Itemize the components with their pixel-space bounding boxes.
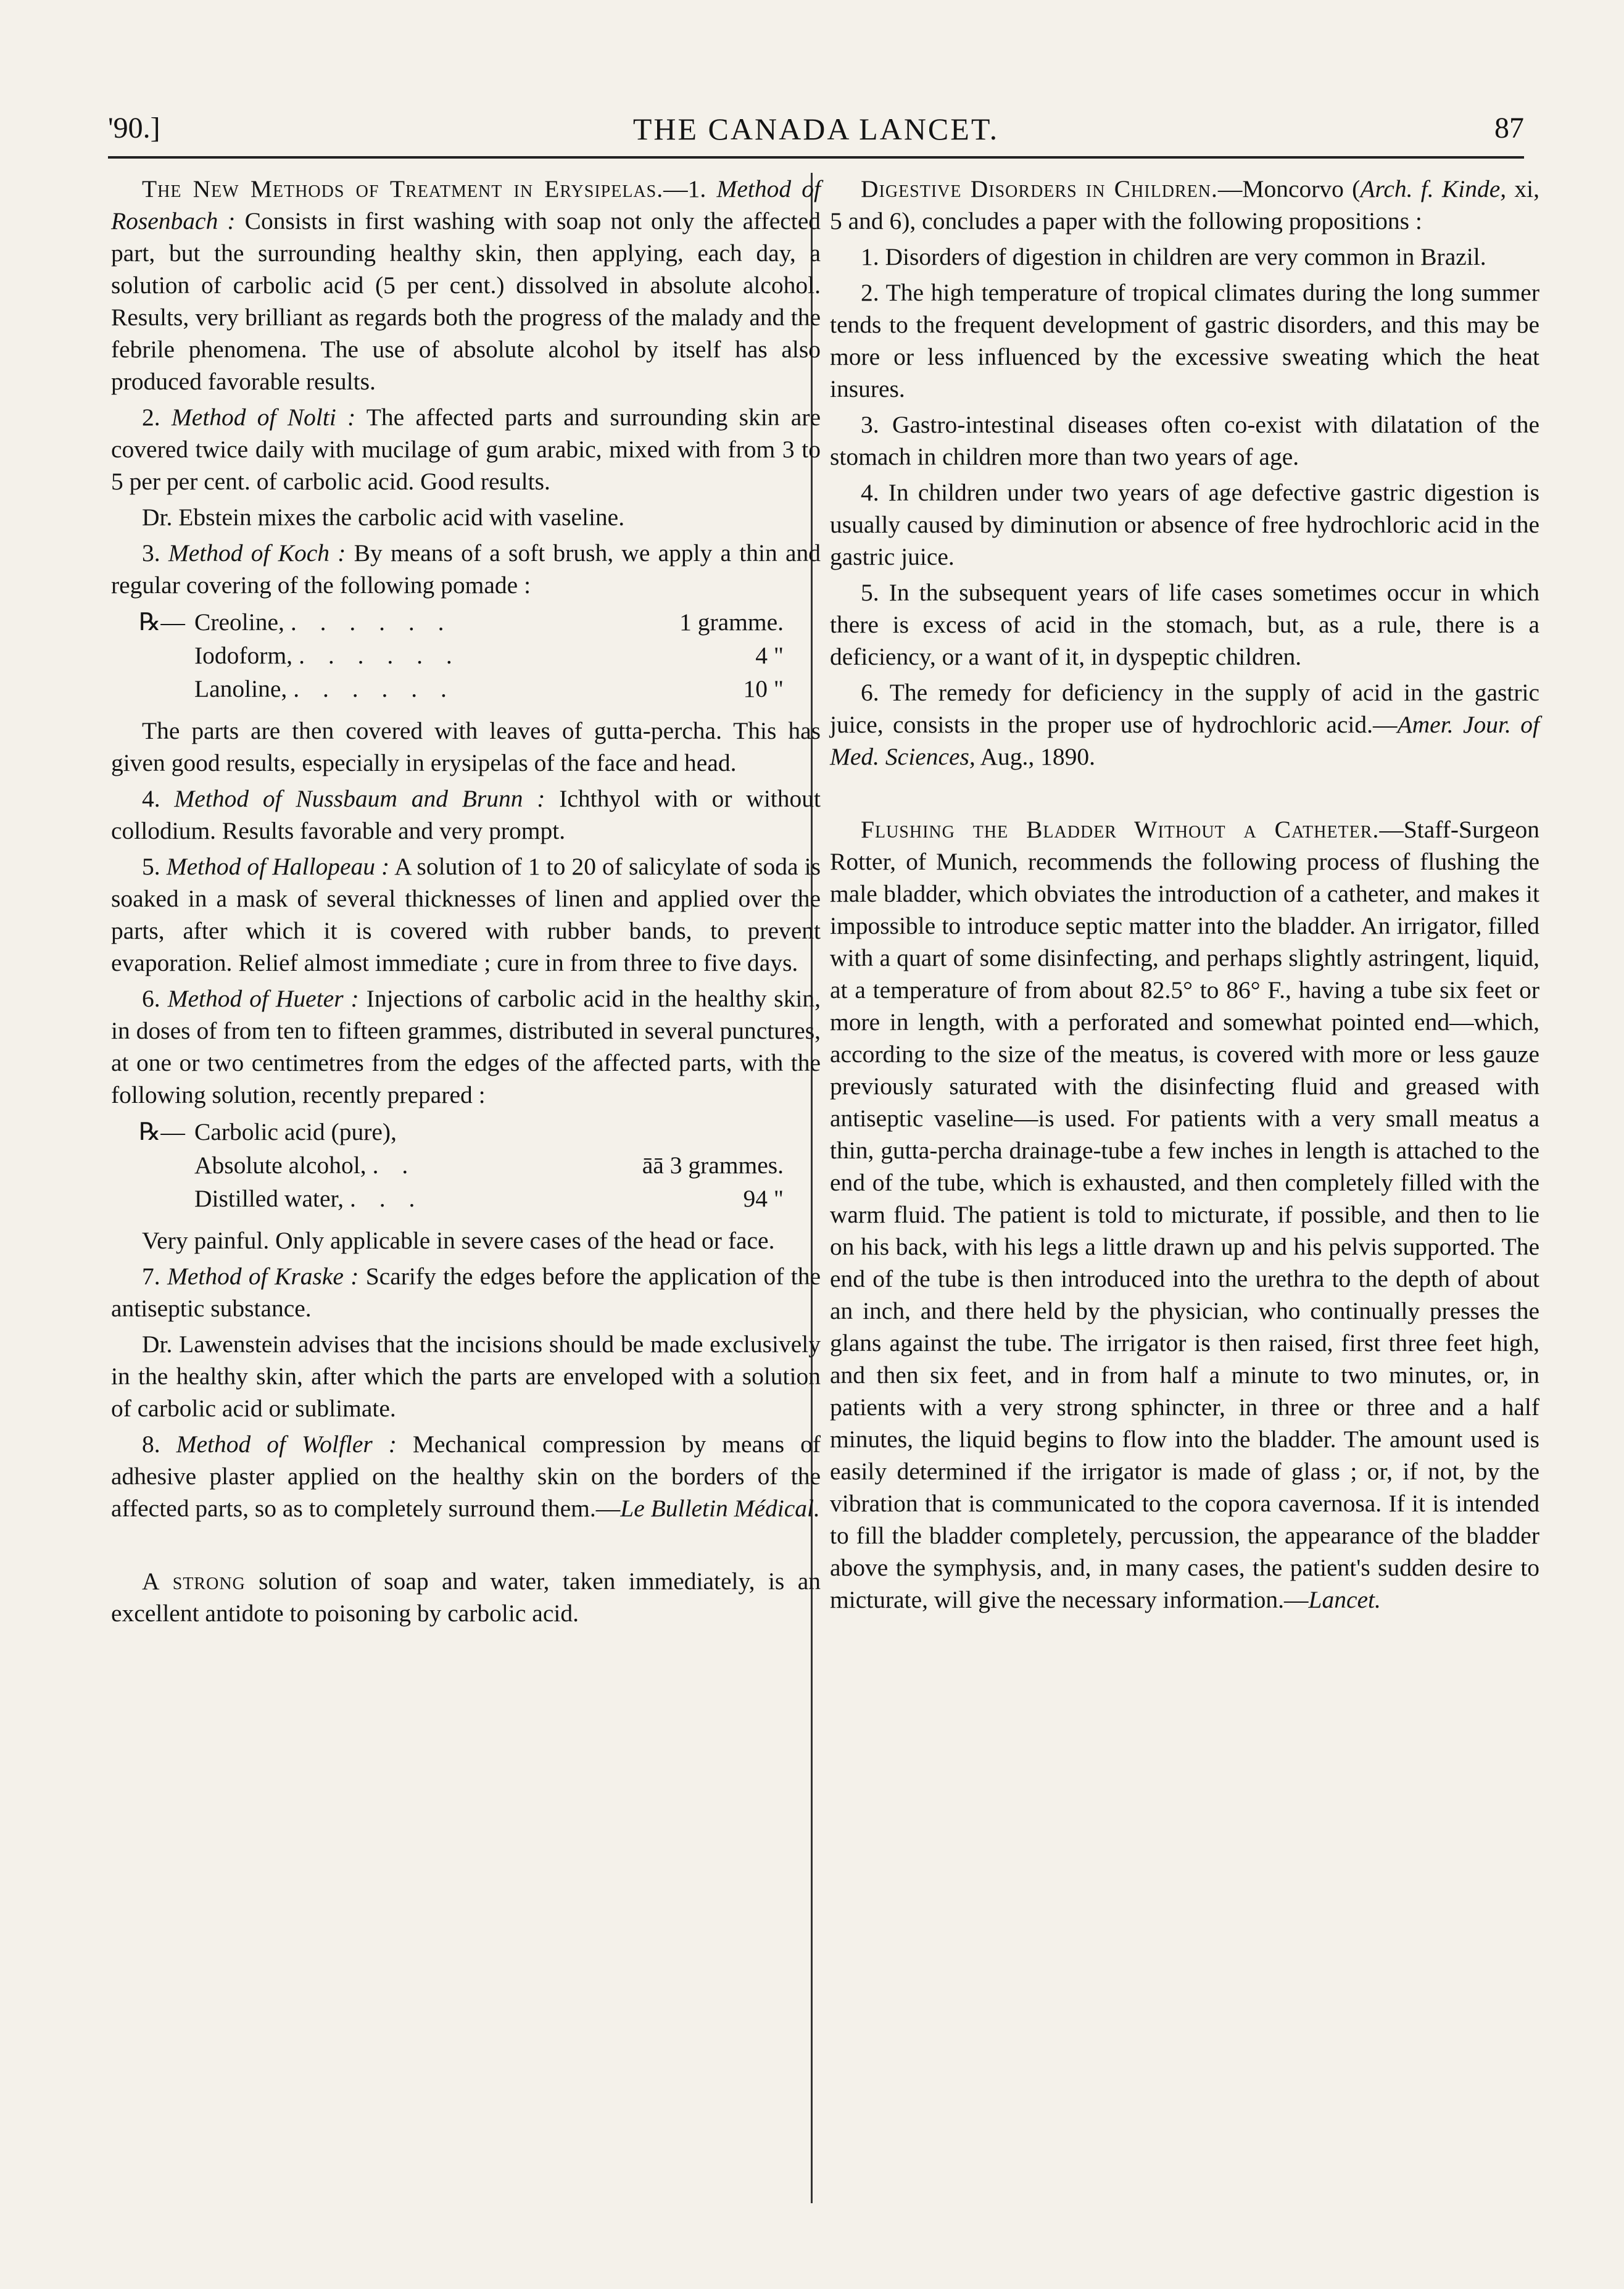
article-flushing-bladder <box>830 813 1539 1616</box>
journal-title: THE CANADA LANCET. <box>632 112 1000 146</box>
proposition-3: 3. Gastro-intestinal diseases often co-exist with dilatation of the stomach in children more than two years of age. <box>830 411 1539 470</box>
prescription-2 <box>111 1116 821 1216</box>
article-heading: The New Methods of Treatment in Erysipelas. <box>142 175 664 202</box>
prescription-1 <box>111 606 821 706</box>
article-soap-antidote <box>111 1565 821 1629</box>
method-name: Method of Nussbaum and Brunn : <box>174 785 545 812</box>
source-citation: Amer. Jour. of Med. Sciences, <box>830 711 1539 770</box>
page-number: 87 <box>1494 112 1524 144</box>
paragraph-text: A solution of 1 to 20 of salicylate of soda is soaked in a mask of several thicknesses of linen and applied over the parts, after which it is covered with rubber bands, to prevent evaporation. Relief almost immediate ; cure in from three to five days. <box>111 853 821 976</box>
painful-note: Very painful. Only applicable in severe cases of the head or face. <box>142 1227 775 1254</box>
method-name: Method of Hueter : <box>167 985 359 1012</box>
method-7: 7. Method of Kraske : Scarify the edges before the application of the antiseptic substance. <box>111 1263 821 1322</box>
source-citation: Le Bulletin Médical. <box>620 1495 820 1522</box>
proposition-4: 4. In children under two years of age defective gastric digestion is usually caused by diminution or absence of free hydrochloric acid in the gastric juice. <box>830 479 1539 570</box>
proposition-1: 1. Disorders of digestion in children are very common in Brazil. <box>861 243 1486 270</box>
header-rule <box>108 156 1524 159</box>
method-name: Method of Hallopeau : <box>166 853 390 880</box>
prescription-line: ℞— Creoline, . . . . . . 1 gramme. <box>139 609 784 636</box>
method-5: 5. Method of Hallopeau : A solution of 1 to 20 of salicylate of soda is soaked in a mask of several thicknesses of linen and applied over the parts, after which it is covered with rubber bands, to prevent evaporation. Relief almost immediate ; cure in from three to five days. <box>111 853 821 976</box>
proposition-5: 5. In the subsequent years of life cases sometimes occur in which there is excess of acid in the stomach, but, as a rule, there is a deficiency, or a want of it, in dyspeptic children. <box>830 579 1539 670</box>
prescription-line: ℞— Carbolic acid (pure), <box>139 1118 397 1145</box>
citation-date: Aug., 1890. <box>980 743 1096 770</box>
lawenstein-note: Dr. Lawenstein advises that the incisions should be made exclusively in the healthy skin, after which the parts are enveloped with a solution of carbolic acid or sublimate. <box>111 1331 821 1422</box>
journal-citation: Arch. f. Kinde, <box>1360 175 1507 202</box>
header-year: '90.] <box>108 112 160 144</box>
article-gap <box>111 1528 821 1565</box>
method-name: Method of Wolfler : <box>176 1431 397 1458</box>
article-heading: Flushing the Bladder Without a Catheter. <box>861 816 1380 843</box>
left-column <box>111 173 821 1633</box>
method-6: 6. Method of Hueter : Injections of carbolic acid in the healthy skin, in doses of from ten to fifteen grammes, distributed in several punctures, at one or two centimetres from the edges of the affected parts, with the following solution, recently prepared : <box>111 985 821 1108</box>
gutta-percha-note: The parts are then covered with leaves of gutta-percha. This has given good results, especially in erysipelas of the face and head. <box>111 717 821 776</box>
article-digestive-disorders: Digestive Disorders in Children.—Moncorvo (Arch. f. Kinde, xi, 5 and 6), concludes a paper with the following propositions : <box>830 175 1539 235</box>
article-heading: Digestive Disorders in Children. <box>861 175 1218 202</box>
article-erysipelas-method-1: The New Methods of Treatment in Erysipelas.—1. Method of Rosenbach : Consists in first washing with soap not only the affected part, but the surrounding healthy skin, then applying, each day, a solution of carbolic acid (5 per cent.) dissolved in absolute alcohol. Results, very brilliant as regards both the progress of the malady and the febrile phenomena. The use of absolute alcohol by itself has also produced favorable results. <box>111 175 821 395</box>
article-gap <box>830 776 1539 813</box>
right-column <box>830 173 1539 1619</box>
article-heading: A strong <box>142 1568 246 1595</box>
paragraph-text: The affected parts and surrounding skin are covered twice daily with mucilage of gum arabic, mixed with from 3 to 5 per per cent. of carbolic acid. Good results. <box>111 404 821 495</box>
running-header <box>108 111 1524 160</box>
method-8: 8. Method of Wolfler : Mechanical compression by means of adhesive plaster applied on the healthy skin on the borders of the affected parts, so as to completely surround them.—Le Bulletin Médical. <box>111 1431 821 1522</box>
method-name: Method of Rosenbach : <box>111 175 821 235</box>
proposition-6: 6. The remedy for deficiency in the supply of acid in the gastric juice, consists in the proper use of hydrochloric acid.—Amer. Jour. of Med. Sciences, Aug., 1890. <box>830 679 1539 770</box>
prescription-line: Absolute alcohol, . . āā 3 grammes. <box>194 1152 784 1179</box>
method-name: Method of Koch : <box>168 539 346 567</box>
method-3: 3. Method of Koch : By means of a soft brush, we apply a thin and regular covering of the following pomade : <box>111 539 821 599</box>
prescription-line: Distilled water, . . . 94 " <box>194 1185 784 1212</box>
paragraph-text: solution of soap and water, taken immediately, is an excellent antidote to poisoning by carbolic acid. <box>111 1568 821 1627</box>
ebstein-note: Dr. Ebstein mixes the carbolic acid with vaseline. <box>142 504 625 531</box>
paragraph-text: —Staff-Surgeon Rotter, of Munich, recommends the following process of flushing the male bladder, which obviates the introduction of a catheter, and makes it impossible to introduce septic matter into the bladder. An irrigator, filled with a quart of some disinfecting, and perhaps slightly astringent, liquid, at a temperature of from about 82.5° to 86° F., having a tube six feet or more in length, with a perforated and somewhat pointed end—which, according to the size of the meatus, is covered with more or less gauze previously saturated with the disinfecting fluid and greased with antiseptic vaseline—is used. For patients with a very small meatus a thin, gutta-percha drainage-tube a few inches in length is attached to the end of the tube, which is exhausted, and then completely filled with the warm fluid. The patient is told to micturate, if possible, and then to lie on his back, with his legs a little drawn up and his pelvis supported. The end of the tube is then introduced into the urethra to the depth of about an inch, and there held by the physician, who continually presses the glans against the tube. The irrigator is then raised, first three feet high, and then six feet, and in from half a minute to two minutes, or, in patients with a very strong sphincter, in three or three and a half minutes, the liquid begins to flow into the bladder. The amount used is easily determined if the irrigator is made of glass ; or, if not, by the vibration that is communicated to the copora cavernosa. If it is intended to fill the bladder completely, percussion, the appearance of the bladder above the symphysis, and, in many cases, the patient's sudden desire to micturate, will give the necessary information.— <box>830 816 1539 1613</box>
source-citation: Lancet. <box>1308 1586 1381 1613</box>
paragraph-text: Injections of carbolic acid in the healthy skin, in doses of from ten to fifteen grammes, distributed in several punctures, at one or two centimetres from the edges of the affected parts, with the following solution, recently prepared : <box>111 985 821 1108</box>
method-name: Method of Kraske : <box>167 1263 359 1290</box>
paragraph-text: By means of a soft brush, we apply a thin and regular covering of the following pomade : <box>111 539 821 599</box>
paragraph-text: Scarify the edges before the application of the antiseptic substance. <box>111 1263 821 1322</box>
method-2: 2. Method of Nolti : The affected parts and surrounding skin are covered twice daily with mucilage of gum arabic, mixed with from 3 to 5 per per cent. of carbolic acid. Good results. <box>111 404 821 495</box>
method-name: Method of Nolti : <box>171 404 356 431</box>
prescription-line: Iodoform, . . . . . . 4 " <box>194 642 784 669</box>
paragraph-text: Mechanical compression by means of adhesive plaster applied on the healthy skin on the borders of the affected parts, so as to completely surround them.— <box>111 1431 821 1522</box>
proposition-2: 2. The high temperature of tropical climates during the long summer tends to the frequent development of gastric disorders, and this may be more or less influenced by the excessive sweating which the heat insures. <box>830 279 1539 402</box>
paragraph-text: Consists in first washing with soap not only the affected part, but the surrounding healthy skin, then applying, each day, a solution of carbolic acid (5 per cent.) dissolved in absolute alcohol. Results, very brilliant as regards both the progress of the malady and the febrile phenomena. The use of absolute alcohol by itself has also produced favorable results. <box>111 207 821 395</box>
prescription-line: Lanoline, . . . . . . 10 " <box>194 675 784 702</box>
paragraph-text: Ichthyol with or without collodium. Results favorable and very prompt. <box>111 785 821 844</box>
method-4: 4. Method of Nussbaum and Brunn : Ichthyol with or without collodium. Results favorable and very prompt. <box>111 785 821 844</box>
